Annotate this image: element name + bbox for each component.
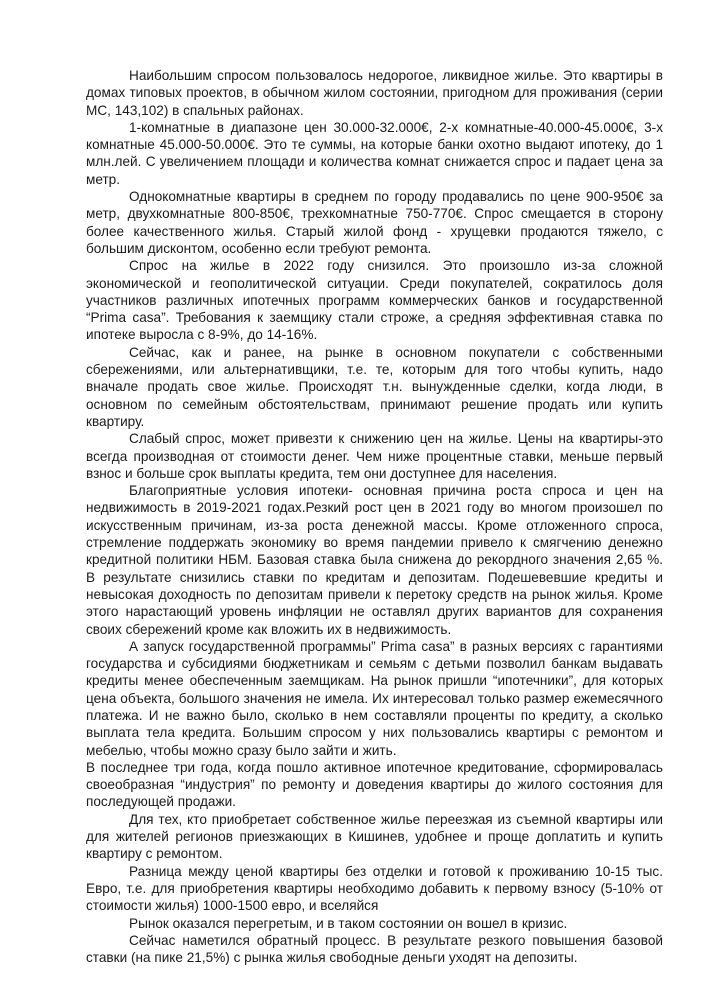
paragraph-price-ranges: 1-комнатные в диапазоне цен 30.000-32.000€, 2-х комнатные-40.000-45.000€, 3-х комнатные 45.000-50.000€. Это те суммы, на которые банки охотно выдают ипотеку, до 1 млн.лей. С увеличением площади и количества комнат снижается спрос и падает цена за метр. xyxy=(86,119,663,187)
document-page xyxy=(86,67,663,966)
paragraph-price-per-meter: Однокомнатные квартиры в среднем по городу продавались по цене 900-950€ за метр, двухкомнатные 800-850€, трехкомнатные 750-770€. Спрос смещается в сторону более качественного жилья. Старый жилой фонд - хрущевки продаются тяжело, с большим дисконтом, особенно если требуют ремонта. xyxy=(86,189,663,256)
paragraph-price-difference: Разница между ценой квартиры без отделки и готовой к проживанию 10-15 тыс. Евро, т.е. для приобретения квартиры необходимо добавить к первому взносу (5-10% от стоимости жилья) 1000-1500 евро, и вселяйся xyxy=(86,863,663,914)
paragraph-renters-regions: Для тех, кто приобретает собственное жилье переезжая из съемной квартиры или для жителей регионов приезжающих в Кишинев, удобнее и проще доплатить и купить квартиру с ремонтом. xyxy=(86,811,663,862)
paragraph-current-buyers: Сейчас, как и ранее, на рынке в основном покупатели с собственными сбережениями, или альтернативщики, т.е. те, которым для того чтобы купить, надо вначале продать свое жилье. Происходят т.н. вынужденные сделки, когда люди, в основном по семейным обстоятельствам, принимают решение продать или купить квартиру. xyxy=(86,344,663,429)
paragraph-weak-demand: Слабый спрос, может привезти к снижению цен на жилье. Цены на квартиры-это всегда производная от стоимости денег. Чем ниже процентные ставки, меньше первый взнос и больше срок выплаты кредита, тем они доступнее для населения. xyxy=(86,431,663,481)
paragraph-prima-casa: А запуск государственной программы” Prima casa” в разных версиях с гарантиями государства и субсидиями бюджетникам и семьям с детьми позволил банкам выдавать кредиты менее обеспеченным заемщикам. На рынок пришли “ипотечники”, для которых цена объекта, большого значения не имела. Их интересовал только размер ежемесячного платежа. И не важно было, сколько в нем составляли проценты по кредиту, а сколько выплата тела кредита. Большим спросом у них пользовались квартиры с ремонтом и мебелью, чтобы можно сразу было зайти и жить. xyxy=(86,638,663,758)
paragraph-demand-2022: Спрос на жилье в 2022 году снизился. Это произошло из-за сложной экономической и геополитической ситуации. Среди покупателей, сократилось доля участников различных ипотечных программ коммерческих банков и государственной “Prima casa”. Требования к заемщику стали строже, а средняя эффективная ставка по ипотеке выросла с 8-9%, до 14-16%. xyxy=(86,258,663,343)
paragraph-overheated-market: Рынок оказался перегретым, и в таком состоянии он вошел в кризис. xyxy=(129,915,568,931)
paragraph-renovation-industry: В последнее три года, когда пошло активное ипотечное кредитование, сформировалась своеобразная “индустрия” по ремонту и доведения квартиры до жилого состояния для последующей продажи. xyxy=(86,759,663,810)
paragraph-mortgage-conditions: Благоприятные условия ипотеки- основная причина роста спроса и цен на недвижимость в 2019-2021 годах.Резкий рост цен в 2021 году во многом произошел по искусственным причинам, из-за роста денежной массы. Кроме отложенного спроса, стремление поддержать экономику во время пандемии привело к смягчению денежно кредитной политики НБМ. Базовая ставка была снижена до рекордного значения 2,65 %. В результате снизились ставки по кредитам и депозитам. Подешевевшие кредиты и невысокая доходность по депозитам привели к перетоку средств на рынок жилья. Кроме этого нарастающий уровень инфляции не оставлял других вариантов для сохранения своих сбережений кроме как вложить их в недвижимость. xyxy=(86,483,663,637)
paragraph-reverse-process: Сейчас наметился обратный процесс. В результате резкого повышения базовой ставки (на пике 21,5%) с рынка жилья свободные деньги уходят на депозиты. xyxy=(86,932,663,966)
paragraph-demand-cheap-housing: Наибольшим спросом пользовалось недорогое, ликвидное жилье. Это квартиры в домах типовых проектов, в обычном жилом состоянии, пригодном для проживания (серии МС, 143,102) в спальных районах. xyxy=(86,68,663,118)
